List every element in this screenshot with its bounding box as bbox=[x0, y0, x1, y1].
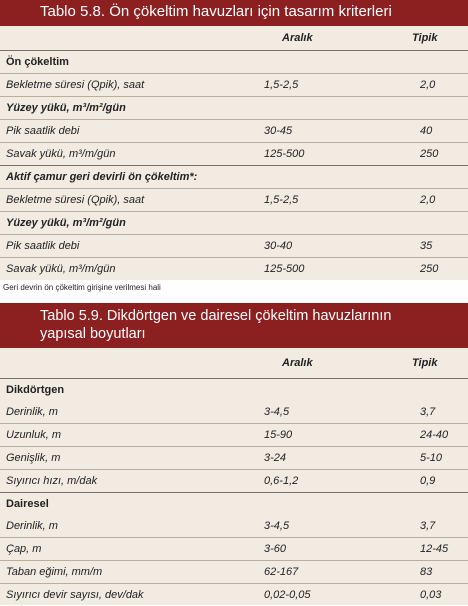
row-range: 3-24 bbox=[264, 452, 287, 464]
row-label: Sıyırıcı devir sayısı, dev/dak bbox=[6, 589, 144, 601]
col-typical-header: Tipik bbox=[412, 32, 438, 44]
row-label: Pik saatlik debi bbox=[6, 125, 80, 137]
row-range: 1,5-2,5 bbox=[264, 194, 299, 206]
table-5-8-title: Tablo 5.8. Ön çökeltim havuzları için tasarım kriterleri bbox=[0, 0, 468, 26]
title-line-2: yapısal boyutları bbox=[40, 326, 146, 342]
section-label-text: Dikdörtgen bbox=[6, 384, 65, 396]
section-label-text: Aktif çamur geri devirli ön çökeltim*: bbox=[6, 171, 198, 183]
row-typical: 5-10 bbox=[420, 452, 443, 464]
table-row bbox=[0, 401, 468, 423]
row-range: 30-45 bbox=[264, 125, 293, 137]
table-row bbox=[0, 584, 468, 606]
row-typical: 40 bbox=[420, 125, 433, 137]
row-typical: 3,7 bbox=[420, 406, 436, 418]
section-label-text: Dairesel bbox=[6, 498, 49, 510]
title-line-1: Tablo 5.9. Dikdörtgen ve dairesel çökeltim havuzlarının bbox=[40, 308, 392, 324]
row-label: Uzunluk, m bbox=[6, 429, 62, 441]
row-range: 30-40 bbox=[264, 240, 293, 252]
row-typical: 3,7 bbox=[420, 520, 436, 532]
col-typical-header: Tipik bbox=[412, 357, 438, 369]
row-range: 3-4,5 bbox=[264, 520, 290, 532]
section-label bbox=[0, 493, 468, 515]
row-typical: 250 bbox=[420, 263, 439, 275]
section-label-text: Ön çökeltim bbox=[6, 56, 69, 68]
row-label: Sıyırıcı hızı, m/dak bbox=[6, 475, 98, 487]
table-row bbox=[0, 258, 468, 280]
row-range: 0,6-1,2 bbox=[264, 475, 299, 487]
section-label bbox=[0, 379, 468, 401]
sub-section-label-text: Yüzey yükü, m³/m²/gün bbox=[6, 102, 126, 114]
table-row bbox=[0, 470, 468, 492]
row-label: Çap, m bbox=[6, 543, 42, 555]
row-typical: 0,03 bbox=[420, 589, 442, 601]
row-range: 3-60 bbox=[264, 543, 287, 555]
row-typical: 35 bbox=[420, 240, 433, 252]
table-5-9-title bbox=[0, 303, 468, 348]
row-typical: 250 bbox=[420, 148, 439, 160]
table-row bbox=[0, 235, 468, 257]
sub-section-label bbox=[0, 97, 468, 119]
row-range: 15-90 bbox=[264, 429, 293, 441]
row-label: Bekletme süresi (Qpik), saat bbox=[6, 79, 145, 91]
row-typical: 12-45 bbox=[420, 543, 449, 555]
row-range: 62-167 bbox=[264, 566, 299, 578]
row-range: 0,02-0,05 bbox=[264, 589, 311, 601]
table-row bbox=[0, 424, 468, 446]
row-typical: 0,9 bbox=[420, 475, 436, 487]
row-label: Genişlik, m bbox=[6, 452, 61, 464]
row-label: Pik saatlik debi bbox=[6, 240, 80, 252]
row-label: Derinlik, m bbox=[6, 520, 58, 532]
table-row bbox=[0, 447, 468, 469]
row-typical: 83 bbox=[420, 566, 433, 578]
table-row bbox=[0, 74, 468, 96]
row-label: Derinlik, m bbox=[6, 406, 58, 418]
col-range-header: Aralık bbox=[282, 357, 313, 369]
table-row bbox=[0, 143, 468, 165]
row-range: 125-500 bbox=[264, 263, 305, 275]
table-row bbox=[0, 515, 468, 537]
row-range: 1,5-2,5 bbox=[264, 79, 299, 91]
row-typical: 2,0 bbox=[420, 79, 436, 91]
col-range-header: Aralık bbox=[282, 32, 313, 44]
row-label: Taban eğimi, mm/m bbox=[6, 566, 103, 578]
section-label bbox=[0, 51, 468, 73]
footnote: Geri devrin ön çökeltim girişine verilmesi hali bbox=[0, 280, 468, 296]
row-label: Bekletme süresi (Qpik), saat bbox=[6, 194, 145, 206]
row-label: Savak yükü, m³/m/gün bbox=[6, 148, 116, 160]
row-range: 125-500 bbox=[264, 148, 305, 160]
row-typical: 2,0 bbox=[420, 194, 436, 206]
table-5-9-header bbox=[0, 348, 468, 378]
sub-section-label bbox=[0, 212, 468, 234]
table-row bbox=[0, 538, 468, 560]
table-5-8-header bbox=[0, 26, 468, 50]
row-typical: 24-40 bbox=[420, 429, 449, 441]
sub-section-label-text: Yüzey yükü, m³/m²/gün bbox=[6, 217, 126, 229]
row-range: 3-4,5 bbox=[264, 406, 290, 418]
table-row bbox=[0, 120, 468, 142]
table-row bbox=[0, 189, 468, 211]
row-label: Savak yükü, m³/m/gün bbox=[6, 263, 116, 275]
table-5-8 bbox=[0, 0, 468, 280]
section-label bbox=[0, 166, 468, 188]
table-row bbox=[0, 561, 468, 583]
table-5-9 bbox=[0, 303, 468, 605]
